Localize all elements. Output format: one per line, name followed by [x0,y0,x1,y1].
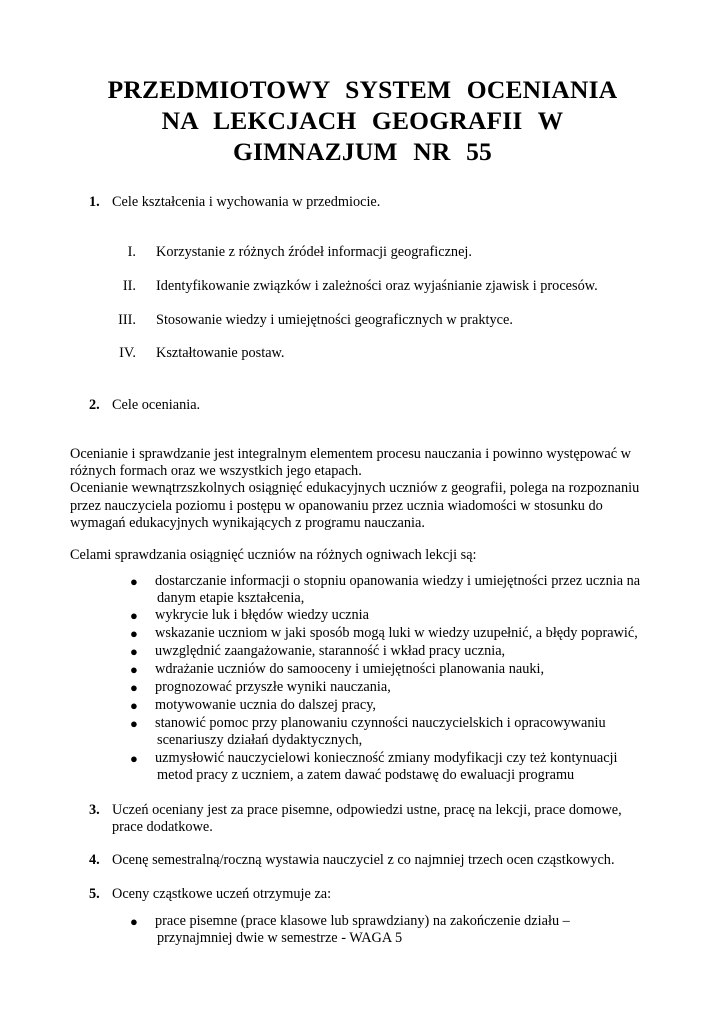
bullet-item: uwzględnić zaangażowanie, staranność i wkład pracy ucznia, [155,643,506,659]
bullet-item-continuation: metod pracy z uczniem, a zatem dawać podstawę do ewaluacji programu [157,767,575,783]
bullet-item: wdrażanie uczniów do samooceny i umiejętności planowania nauki, [155,661,545,677]
section-4-text: Ocenę semestralną/roczną wystawia nauczyciel z co najmniej trzech ocen cząstkowych. [112,852,615,868]
goals-intro: Celami sprawdzania osiągnięć uczniów na różnych ogniwach lekcji są: [70,547,477,563]
section-3-text: Uczeń oceniany jest za prace pisemne, odpowiedzi ustne, pracę na lekcji, prace domowe, [112,802,622,818]
bullet-icon: ● [130,608,138,623]
bullet-icon: ● [130,914,138,929]
goal-item-3: Stosowanie wiedzy i umiejętności geograficznych w praktyce. [156,312,513,328]
document-title [70,74,655,167]
bullet-item-continuation: przynajmniej dwie w semestrze - WAGA 5 [157,930,403,946]
section-1-number: 1. [89,194,100,210]
section-2-heading: Cele oceniania. [112,397,201,413]
goal-item-4: Kształtowanie postaw. [156,345,285,361]
bullet-icon: ● [130,751,138,766]
paragraph-line: przez nauczyciela poziomu i postępu w opanowaniu przez ucznia wiadomości w stosunku do [70,497,603,514]
section-5-number: 5. [89,886,100,902]
assessment-paragraph [70,446,670,532]
bullet-item: prognozować przyszłe wyniki nauczania, [155,679,391,695]
bullet-icon: ● [130,626,138,641]
section-3-number: 3. [89,802,100,818]
section-2-number: 2. [89,397,100,413]
title-line-1: PRZEDMIOTOWY SYSTEM OCENIANIA [107,75,618,104]
bullet-item-continuation: danym etapie kształcenia, [157,590,305,606]
goal-item-1: Korzystanie z różnych źródeł informacji geograficznej. [156,244,472,260]
roman-numeral-4: IV. [119,345,136,361]
bullet-icon: ● [130,644,138,659]
section-3-text-continuation: prace dodatkowe. [112,819,213,835]
bullet-icon: ● [130,680,138,695]
roman-numeral-3: III. [118,312,136,328]
paragraph-line: Ocenianie wewnątrzszkolnych osiągnięć edukacyjnych uczniów z geografii, polega na rozpoznaniu [70,480,640,497]
bullet-item: dostarczanie informacji o stopniu opanowania wiedzy i umiejętności przez ucznia na [155,573,641,589]
title-line-3: GIMNAZJUM NR 55 [233,137,492,166]
bullet-item: prace pisemne (prace klasowe lub sprawdziany) na zakończenie działu – [155,913,570,929]
bullet-item-continuation: scenariuszy działań dydaktycznych, [157,732,363,748]
bullet-item: motywowanie ucznia do dalszej pracy, [155,697,376,713]
paragraph-line: wymagań edukacyjnych wynikających z programu nauczania. [70,514,425,531]
roman-numeral-2: II. [122,278,136,294]
goal-item-2: Identyfikowanie związków i zależności oraz wyjaśnianie zjawisk i procesów. [156,278,598,294]
paragraph-line: różnych formach oraz we wszystkich jego etapach. [70,463,362,480]
title-line-2: NA LEKCJACH GEOGRAFII W [161,106,564,135]
bullet-item: wskazanie uczniom w jaki sposób mogą luki w wiedzy uzupełnić, a błędy poprawić, [155,625,638,641]
bullet-item: uzmysłowić nauczycielowi konieczność zmiany modyfikacji czy też kontynuacji [155,750,618,766]
bullet-item: wykrycie luk i błędów wiedzy ucznia [155,607,369,623]
section-1-heading: Cele kształcenia i wychowania w przedmiocie. [112,194,381,210]
bullet-item: stanowić pomoc przy planowaniu czynności nauczycielskich i opracowywaniu [155,715,606,731]
paragraph-line: Ocenianie i sprawdzanie jest integralnym elementem procesu nauczania i powinno występować w [70,446,631,462]
section-5-heading: Oceny cząstkowe uczeń otrzymuje za: [112,886,332,902]
bullet-icon: ● [130,574,138,589]
roman-numeral-1: I. [127,244,136,260]
bullet-icon: ● [130,716,138,731]
section-4-number: 4. [89,852,100,868]
bullet-icon: ● [130,698,138,713]
bullet-icon: ● [130,662,138,677]
